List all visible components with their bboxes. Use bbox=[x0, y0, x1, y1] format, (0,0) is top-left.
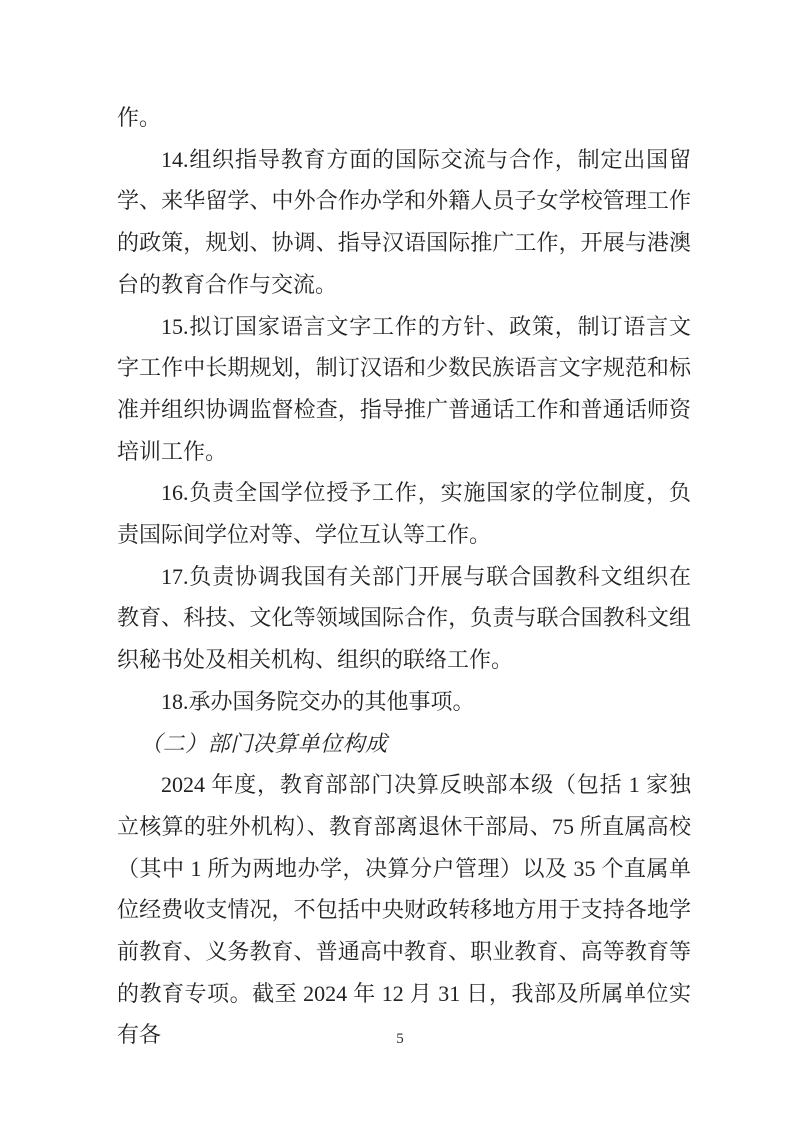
document-body bbox=[117, 97, 691, 1056]
duty-item-16: 16.负责全国学位授予工作，实施国家的学位制度，负责国际间学位对等、学位互认等工作。 bbox=[117, 480, 691, 548]
duty-item-15: 15.拟订国家语言文字工作的方针、政策，制订语言文字工作中长期规划，制订汉语和少数民族语言文字规范和标准并组织协调监督检查，指导推广普通话工作和普通话师资培训工作。 bbox=[117, 313, 691, 464]
section-heading-unit-composition: （二）部门决算单位构成 bbox=[140, 730, 388, 756]
duty-item-17: 17.负责协调我国有关部门开展与联合国教科文组织在教育、科技、文化等领域国际合作，负责与联合国教科文组织秘书处及相关机构、组织的联络工作。 bbox=[117, 563, 691, 673]
duty-item-18: 18.承办国务院交办的其他事项。 bbox=[161, 688, 475, 714]
page-number: 5 bbox=[396, 1031, 404, 1047]
paragraph-budget-units: 2024 年度，教育部部门决算反映部本级（包括 1 家独立核算的驻外机构）、教育部离退休干部局、75 所直属高校（其中 1 所为两地办学，决算分户管理）以及 35 个直属单位经费收支情况，不包括中央财政转移地方用于支持各地学前教育、义务教育、普通高中教育、职业教育、高等教育等的教育专项。截至 2024 年 12 月 31 日，我部及所属单位实有各 bbox=[117, 772, 691, 1048]
page-footer bbox=[0, 1029, 800, 1049]
duty-item-14: 14.组织指导教育方面的国际交流与合作，制定出国留学、来华留学、中外合作办学和外籍人员子女学校管理工作的政策，规划、协调、指导汉语国际推广工作，开展与港澳台的教育合作与交流。 bbox=[117, 146, 691, 297]
paragraph-continuation: 作。 bbox=[117, 105, 162, 130]
